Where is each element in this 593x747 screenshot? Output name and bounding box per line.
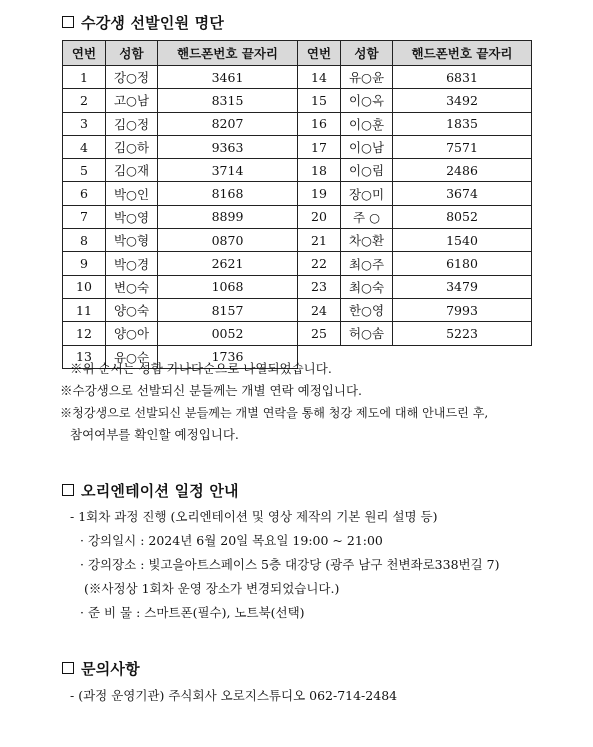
orientation-line: · 강의장소 : 빛고을아트스페이스 5층 대강당 (광주 남구 천변좌로338번길 7) (80, 557, 500, 572)
roster-table (62, 40, 532, 369)
person-name: 고○남 (106, 89, 158, 112)
person-name: 장○미 (341, 182, 393, 205)
person-name: 이○림 (341, 159, 393, 182)
row-number: 22 (298, 252, 341, 275)
orientation-line: · 준 비 물 : 스마트폰(필수), 노트북(선택) (80, 605, 305, 620)
column-header: 성함 (106, 41, 158, 66)
note-line: ※청강생으로 선발되신 분들께는 개별 연락을 통해 청강 제도에 대해 안내드린 후, (60, 406, 489, 420)
table-row (63, 66, 532, 89)
phone-digits: 3479 (393, 275, 532, 298)
table-row (63, 229, 532, 252)
row-number: 18 (298, 159, 341, 182)
column-header: 연번 (63, 41, 106, 66)
phone-digits: 1835 (393, 112, 532, 135)
phone-digits: 8157 (158, 298, 298, 321)
row-number: 6 (63, 182, 106, 205)
row-number: 16 (298, 112, 341, 135)
row-number: 20 (298, 205, 341, 228)
person-name: 허○솜 (341, 322, 393, 345)
row-number: 1 (63, 66, 106, 89)
checkbox-square-icon (62, 662, 74, 674)
person-name: 차○환 (341, 229, 393, 252)
table-row (63, 112, 532, 135)
row-number: 24 (298, 298, 341, 321)
checkbox-square-icon (62, 16, 74, 28)
person-name: 박○경 (106, 252, 158, 275)
row-number: 21 (298, 229, 341, 252)
person-name: 최○주 (341, 252, 393, 275)
note-line: ※수강생으로 선발되신 분들께는 개별 연락 예정입니다. (60, 383, 362, 398)
row-number: 14 (298, 66, 341, 89)
column-header: 연번 (298, 41, 341, 66)
inquiry-line: - (과정 운영기관) 주식회사 오로지스튜디오 062-714-2484 (70, 688, 398, 703)
phone-digits: 1068 (158, 275, 298, 298)
orientation-line: · 강의일시 : 2024년 6월 20일 목요일 19:00 ~ 21:00 (80, 533, 383, 548)
row-number: 23 (298, 275, 341, 298)
section-title: 문의사항 (81, 660, 140, 678)
phone-digits: 1540 (393, 229, 532, 252)
table-row (63, 275, 532, 298)
table-header-row (63, 41, 532, 66)
row-number: 11 (63, 298, 106, 321)
row-number: 7 (63, 205, 106, 228)
person-name: 강○정 (106, 66, 158, 89)
phone-digits: 2486 (393, 159, 532, 182)
row-number: 10 (63, 275, 106, 298)
row-number: 12 (63, 322, 106, 345)
row-number: 13 (63, 345, 106, 368)
phone-digits: 3492 (393, 89, 532, 112)
table-row (63, 159, 532, 182)
note-line: 참여여부를 확인할 예정입니다. (70, 427, 239, 442)
phone-digits: 6180 (393, 252, 532, 275)
section-title: 수강생 선발인원 명단 (81, 14, 225, 32)
table-row (63, 205, 532, 228)
table-row (63, 322, 532, 345)
row-number: 17 (298, 135, 341, 158)
note-line: ※위 순서는 성함 가나다순으로 나열되었습니다. (70, 361, 332, 376)
phone-digits: 7571 (393, 135, 532, 158)
column-header: 핸드폰번호 끝자리 (393, 41, 532, 66)
phone-digits: 1736 (158, 345, 298, 368)
table-row (63, 252, 532, 275)
row-number: 2 (63, 89, 106, 112)
person-name: 최○숙 (341, 275, 393, 298)
orientation-line: - 1회차 과정 진행 (오리엔테이션 및 영상 제작의 기본 원리 설명 등) (70, 509, 438, 524)
person-name: 주 ○ (341, 205, 393, 228)
phone-digits: 8315 (158, 89, 298, 112)
person-name: 이○옥 (341, 89, 393, 112)
phone-digits: 2621 (158, 252, 298, 275)
checkbox-square-icon (62, 484, 74, 496)
empty-cell (298, 345, 532, 368)
phone-digits: 8168 (158, 182, 298, 205)
section-title: 오리엔테이션 일정 안내 (81, 482, 239, 500)
phone-digits: 7993 (393, 298, 532, 321)
person-name: 양○아 (106, 322, 158, 345)
phone-digits: 9363 (158, 135, 298, 158)
table-row (63, 182, 532, 205)
person-name: 변○숙 (106, 275, 158, 298)
row-number: 5 (63, 159, 106, 182)
person-name: 이○훈 (341, 112, 393, 135)
phone-digits: 8052 (393, 205, 532, 228)
row-number: 9 (63, 252, 106, 275)
phone-digits: 3674 (393, 182, 532, 205)
table-row (63, 89, 532, 112)
person-name: 김○정 (106, 112, 158, 135)
person-name: 박○인 (106, 182, 158, 205)
phone-digits: 6831 (393, 66, 532, 89)
phone-digits: 8899 (158, 205, 298, 228)
phone-digits: 8207 (158, 112, 298, 135)
section-heading-orientation (62, 480, 239, 501)
phone-digits: 0870 (158, 229, 298, 252)
row-number: 15 (298, 89, 341, 112)
table-row (63, 135, 532, 158)
phone-digits: 5223 (393, 322, 532, 345)
person-name: 양○숙 (106, 298, 158, 321)
person-name: 유○윤 (341, 66, 393, 89)
table-row (63, 298, 532, 321)
section-heading-inquiry (62, 658, 140, 679)
column-header: 성함 (341, 41, 393, 66)
person-name: 유○순 (106, 345, 158, 368)
person-name: 김○하 (106, 135, 158, 158)
orientation-line: (※사정상 1회차 운영 장소가 변경되었습니다.) (84, 581, 340, 596)
person-name: 한○영 (341, 298, 393, 321)
phone-digits: 0052 (158, 322, 298, 345)
row-number: 25 (298, 322, 341, 345)
column-header: 핸드폰번호 끝자리 (158, 41, 298, 66)
phone-digits: 3461 (158, 66, 298, 89)
person-name: 박○형 (106, 229, 158, 252)
row-number: 8 (63, 229, 106, 252)
row-number: 4 (63, 135, 106, 158)
phone-digits: 3714 (158, 159, 298, 182)
row-number: 19 (298, 182, 341, 205)
section-heading-roster (62, 12, 224, 33)
person-name: 김○재 (106, 159, 158, 182)
person-name: 이○남 (341, 135, 393, 158)
row-number: 3 (63, 112, 106, 135)
person-name: 박○영 (106, 205, 158, 228)
